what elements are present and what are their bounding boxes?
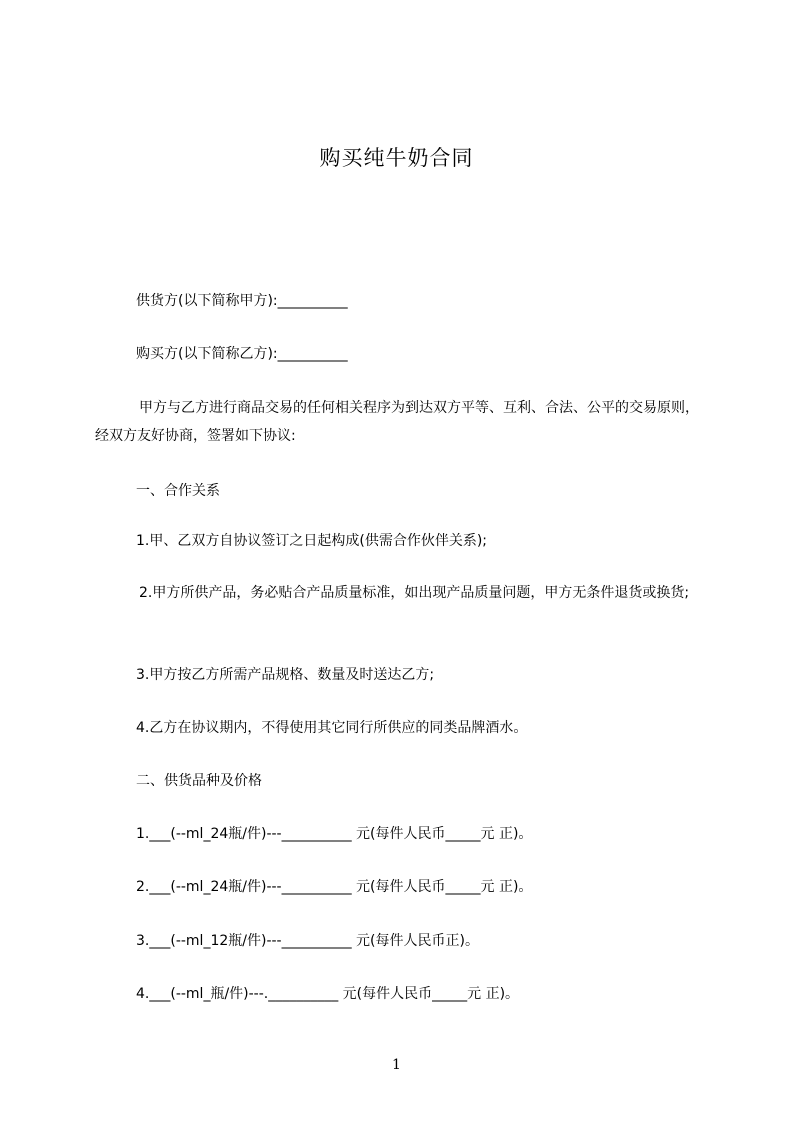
document-title: 购买纯牛奶合同 [319,146,474,170]
section1-item-4: 4.乙方在协议期内，不得使用其它同行所供应的同类品牌酒水。 [136,720,528,736]
section1-item-1: 1.甲、乙双方自协议签订之日起构成(供需合作伙伴关系); [136,533,487,549]
section2-heading: 二、供货品种及价格 [136,773,262,789]
buyer-line: 购买方(以下简称乙方):__________ [136,346,348,362]
intro-paragraph: 甲方与乙方进行商品交易的任何相关程序为到达双方平等、互利、合法、公平的交易原则，经双方友好协商，签署如下协议: [95,400,699,444]
section2-item-2: 2.___(--ml_24瓶/件)---__________ 元(每件人民币_____元 正)。 [136,879,533,895]
section1-heading: 一、合作关系 [136,483,220,499]
section1-item-3: 3.甲方按乙方所需产品规格、数量及时送达乙方; [136,667,435,683]
page-number: 1 [392,1057,401,1073]
section2-item-3: 3.___(--ml_12瓶/件)---__________ 元(每件人民币正)。 [136,933,479,949]
section2-item-1: 1.___(--ml_24瓶/件)---__________ 元(每件人民币_____元 正)。 [136,826,533,842]
section1-item-2: 2.甲方所供产品，务必贴合产品质量标准，如出现产品质量问题，甲方无条件退货或换货; [139,585,690,601]
supplier-line: 供货方(以下简称甲方):__________ [136,293,348,309]
section2-item-4: 4.___(--ml_瓶/件)---.__________ 元(每件人民币_____元 正)。 [136,986,520,1002]
